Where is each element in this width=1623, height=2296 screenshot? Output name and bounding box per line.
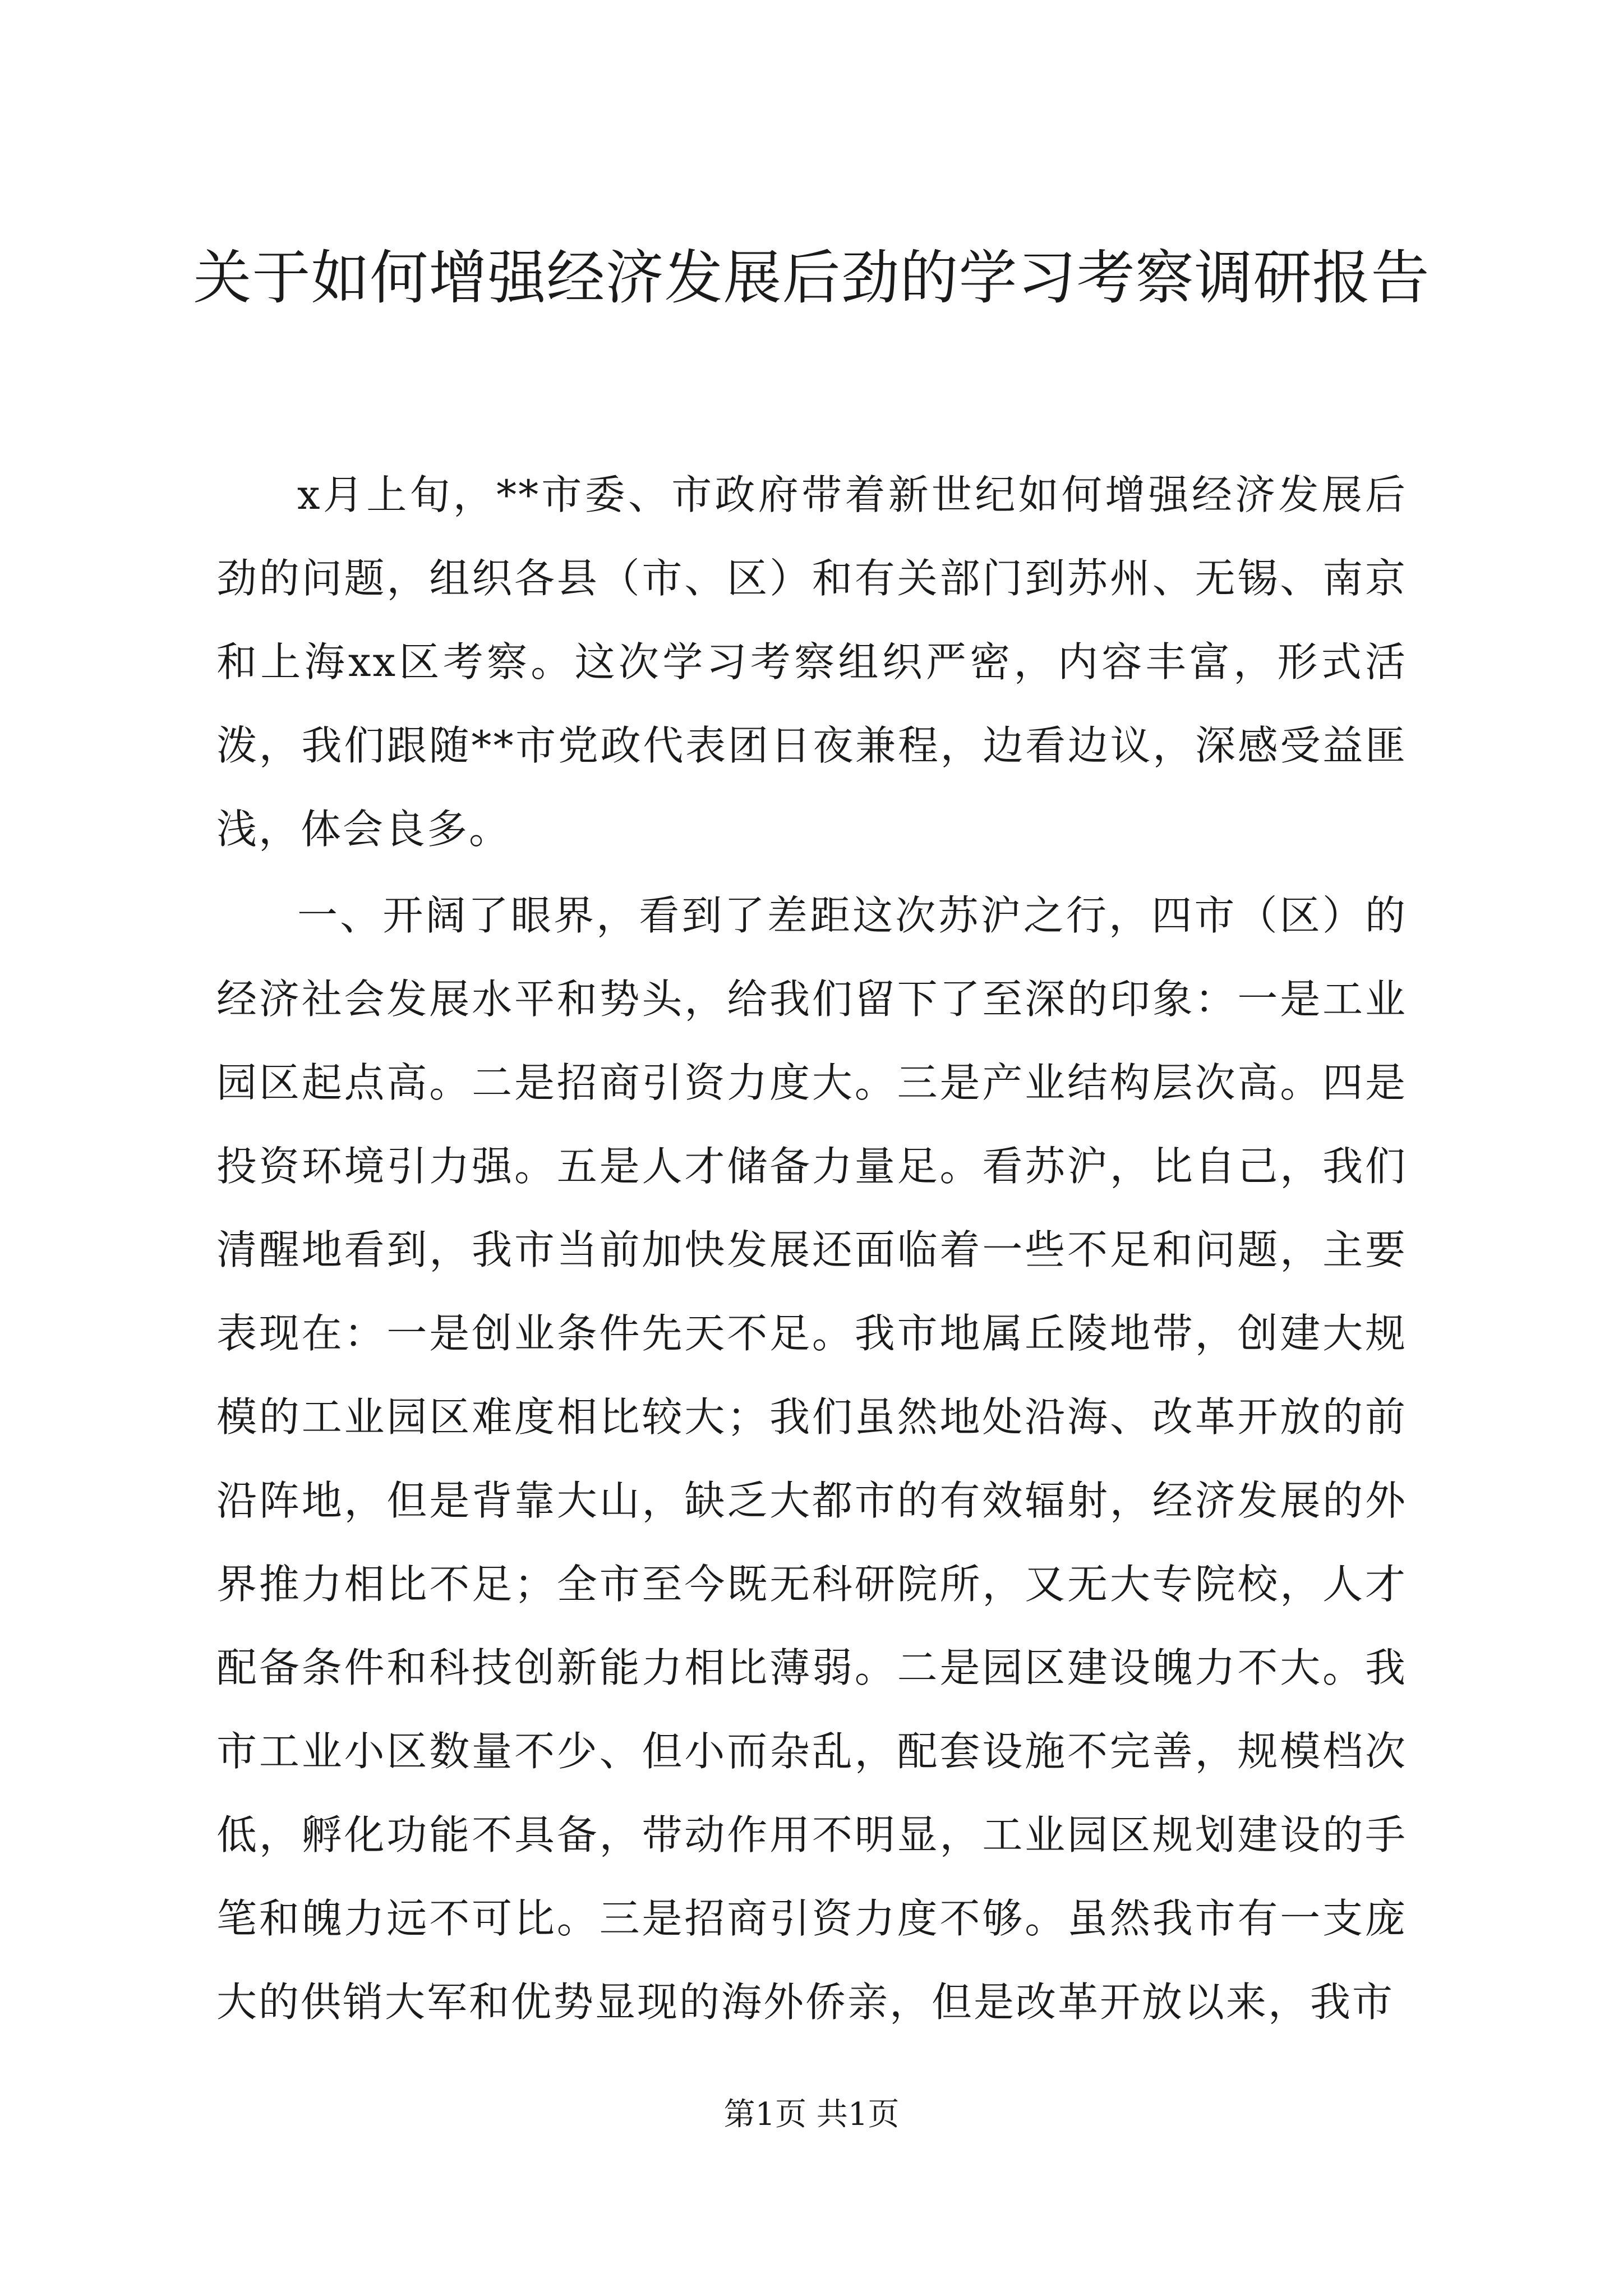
document-body xyxy=(216,453,1407,2044)
paragraph-intro: x月上旬，**市委、市政府带着新世纪如何增强经济发展后劲的问题，组织各县（市、区）和有关部门到苏州、无锡、南京和上海xx区考察。这次学习考察组织严密，内容丰富，形式活泼，我们跟随**市党政代表团日夜兼程，边看边议，深感受益匪浅，体会良多。 xyxy=(216,471,1407,853)
document-title: 关于如何增强经济发展后劲的学习考察调研报告 xyxy=(193,243,1430,312)
paragraph-section-one: 一、开阔了眼界，看到了差距这次苏沪之行，四市（区）的经济社会发展水平和势头，给我们留下了至深的印象：一是工业园区起点高。二是招商引资力度大。三是产业结构层次高。四是投资环境引力强。五是人才储备力量足。看苏沪，比自己，我们清醒地看到，我市当前加快发展还面临着一些不足和问题，主要表现在：一是创业条件先天不足。我市地属丘陵地带，创建大规模的工业园区难度相比较大；我们虽然地处沿海、改革开放的前沿阵地，但是背靠大山，缺乏大都市的有效辐射，经济发展的外界推力相比不足；全市至今既无科研院所，又无大专院校，人才配备条件和科技创新能力相比薄弱。二是园区建设魄力不大。我市工业小区数量不少、但小而杂乱，配套设施不完善，规模档次低，孵化功能不具备，带动作用不明显，工业园区规划建设的手笔和魄力远不可比。三是招商引资力度不够。虽然我市有一支庞大的供销大军和优势显现的海外侨亲，但是改革开放以来，我市 xyxy=(216,892,1407,2026)
page-footer: 第1页 共1页 xyxy=(723,2096,900,2133)
